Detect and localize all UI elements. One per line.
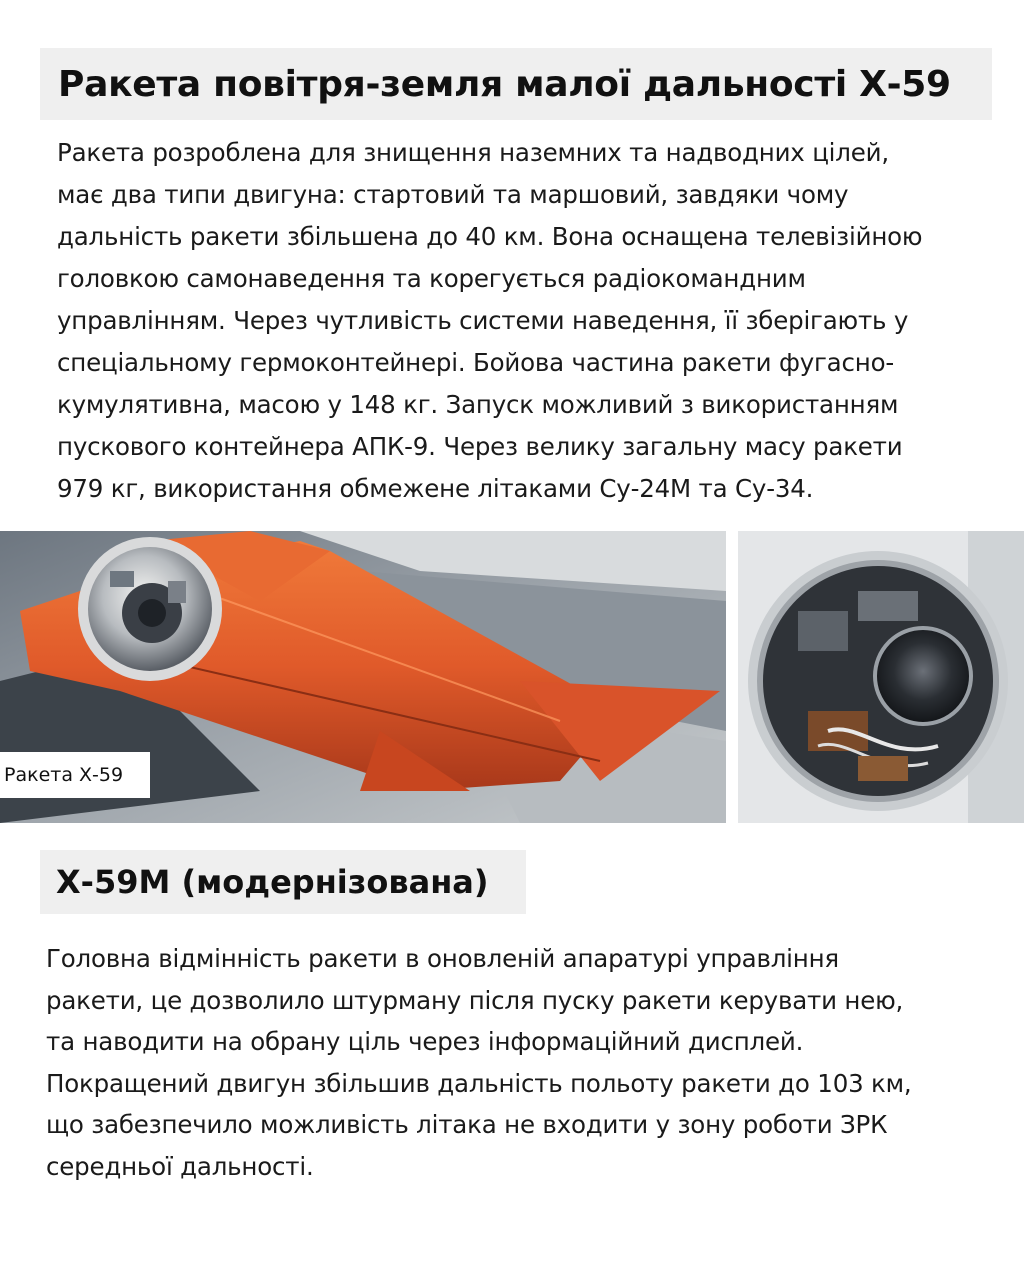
intro-line: Ракета розроблена для знищення наземних та надводних цілей, (57, 138, 889, 167)
section-line: Головна відмінність ракети в оновленій апаратурі управління (46, 944, 839, 973)
intro-line: має два типи двигуна: стартовий та маршовий, завдяки чому (57, 180, 849, 209)
intro-line: 979 кг, використання обмежене літаками Су-24М та Су-34. (57, 474, 814, 503)
title-banner (40, 48, 992, 120)
intro-line: спеціальному гермоконтейнері. Бойова частина ракети фугасно- (57, 348, 894, 377)
intro-line: управлінням. Через чутливість системи наведення, її зберігають у (57, 306, 909, 335)
section-paragraph (46, 938, 992, 1187)
intro-line: кумулятивна, масою у 148 кг. Запуск можливий з використанням (57, 390, 899, 419)
page-title: Ракета повітря-земля малої дальності Х-59 (58, 63, 951, 105)
seeker-illustration (738, 531, 1024, 823)
section-line: та наводити на обрану ціль через інформаційний дисплей. (46, 1027, 804, 1056)
seeker-head-photo (738, 531, 1024, 823)
intro-line: пускового контейнера АПК-9. Через велику загальну масу ракети (57, 432, 903, 461)
section-line: що забезпечило можливість літака не входити у зону роботи ЗРК (46, 1110, 888, 1139)
photo-caption: Ракета Х-59 (0, 752, 150, 798)
section-line: Покращений двигун збільшив дальність польоту ракети до 103 км, (46, 1068, 912, 1098)
intro-line: дальність ракети збільшена до 40 км. Вона оснащена телевізійною (57, 222, 923, 251)
section-title-banner (40, 850, 526, 914)
intro-line: головкою самонаведення та корегується радіокомандним (57, 264, 806, 293)
intro-paragraph (57, 132, 992, 510)
section-line: ракети, це дозволило штурману після пуску ракети керувати нею, (46, 985, 904, 1015)
section-line: середньої дальності. (46, 1151, 314, 1181)
section-title: Х-59М (модернізована) (56, 863, 489, 901)
